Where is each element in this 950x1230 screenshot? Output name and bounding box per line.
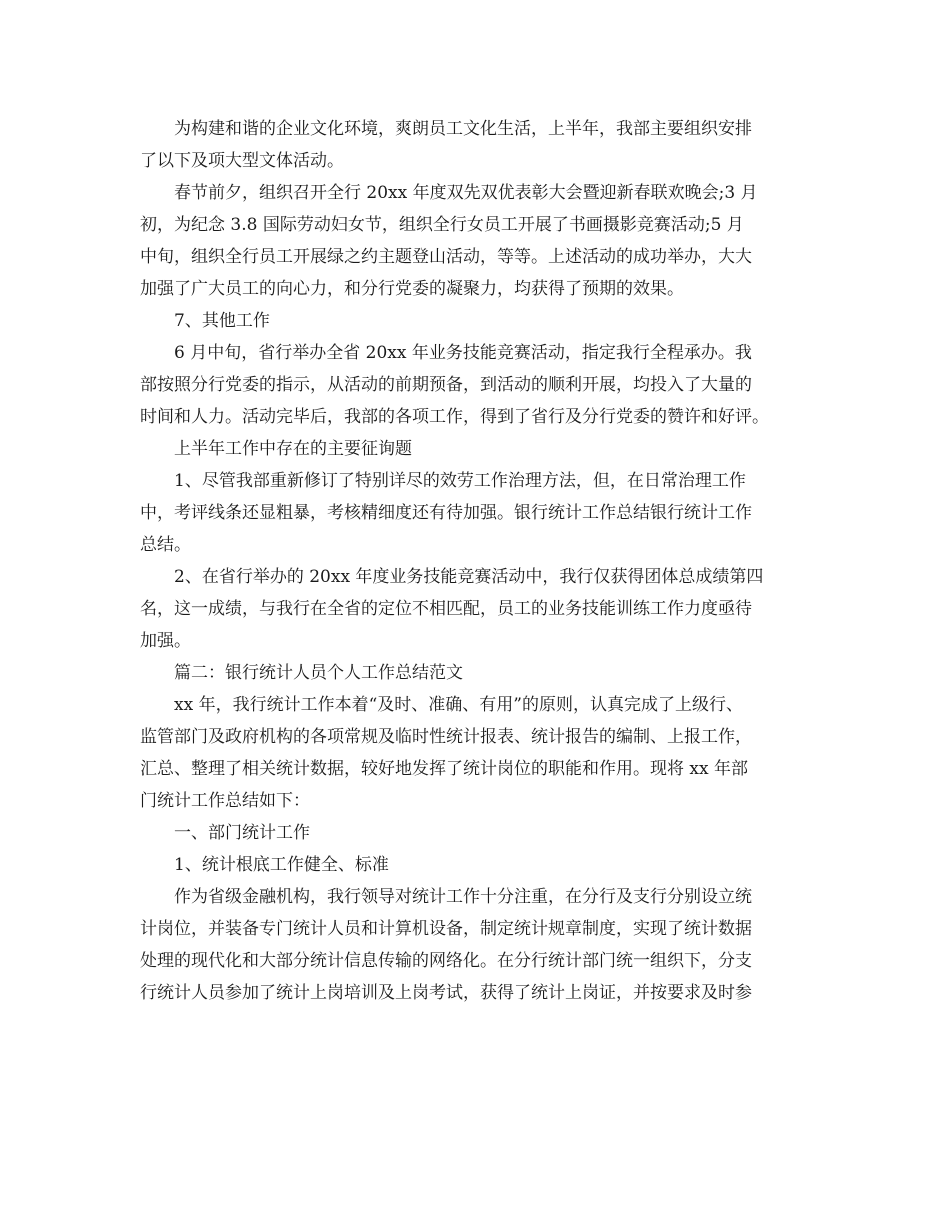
text-line: 计岗位，并装备专门统计人员和计算机设备，制定统计规章制度，实现了统计数据 [140,919,752,939]
paragraph [140,465,820,561]
paragraph [140,433,820,465]
text-line: 1、尽管我部重新修订了特别详尽的效劳工作治理方法，但，在日常治理工作 [174,471,746,491]
paragraph [140,337,820,433]
paragraph [140,689,820,817]
paragraph [140,113,820,177]
text-line: xx 年，我行统计工作本着“及时、准确、有用”的原则，认真完成了上级行、 [174,695,743,715]
text-line: 春节前夕，组织召开全行 20xx 年度双先双优表彰大会暨迎新春联欢晚会;3 月 [174,183,758,203]
text-line: 处理的现代化和大部分统计信息传输的网络化。在分行统计部门统一组织下，分支 [140,951,752,971]
text-line: 部按照分行党委的指示，从活动的前期预备，到活动的顺利开展，均投入了大量的 [140,375,752,395]
text-line: 2、在省行举办的 20xx 年度业务技能竞赛活动中，我行仅获得团体总成绩第四 [174,567,764,587]
document-body [140,113,820,1009]
text-line: 作为省级金融机构，我行领导对统计工作十分注重，在分行及支行分别设立统 [174,887,752,907]
text-line: 监管部门及政府机构的各项常规及临时性统计报表、统计报告的编制、上报工作， [140,727,752,747]
paragraph [140,657,820,689]
text-line: 上半年工作中存在的主要征询题 [174,439,412,459]
paragraph [140,561,820,657]
paragraph [140,817,820,849]
paragraph [140,177,820,305]
text-line: 篇二：银行统计人员个人工作总结范文 [174,663,463,683]
text-line: 加强了广大员工的向心力，和分行党委的凝聚力，均获得了预期的效果。 [140,279,684,299]
text-line: 1、统计根底工作健全、标准 [174,855,389,875]
text-line: 中旬，组织全行员工开展绿之约主题登山活动，等等。上述活动的成功举办，大大 [140,247,752,267]
text-line: 6 月中旬，省行举办全省 20xx 年业务技能竞赛活动，指定我行全程承办。我 [174,343,752,363]
text-line: 中，考评线条还显粗暴，考核精细度还有待加强。银行统计工作总结银行统计工作 [140,503,752,523]
text-line: 初，为纪念 3.8 国际劳动妇女节，组织全行女员工开展了书画摄影竞赛活动;5 月 [140,215,744,235]
text-line: 加强。 [140,631,191,651]
text-line: 一、部门统计工作 [174,823,310,843]
text-line: 了以下及项大型文体活动。 [140,151,344,171]
paragraph [140,849,820,881]
text-line: 7、其他工作 [174,311,270,331]
text-line: 汇总、整理了相关统计数据，较好地发挥了统计岗位的职能和作用。现将 xx 年部 [140,759,748,779]
text-line: 为构建和谐的企业文化环境，爽朗员工文化生活，上半年，我部主要组织安排 [174,119,752,139]
text-line: 总结。 [140,535,191,555]
paragraph [140,881,820,1009]
text-line: 门统计工作总结如下： [140,791,310,811]
text-line: 名，这一成绩，与我行在全省的定位不相匹配，员工的业务技能训练工作力度亟待 [140,599,752,619]
text-line: 时间和人力。活动完毕后，我部的各项工作，得到了省行及分行党委的赞许和好评。 [140,407,769,427]
paragraph [140,305,820,337]
text-line: 行统计人员参加了统计上岗培训及上岗考试，获得了统计上岗证，并按要求及时参 [140,983,752,1003]
